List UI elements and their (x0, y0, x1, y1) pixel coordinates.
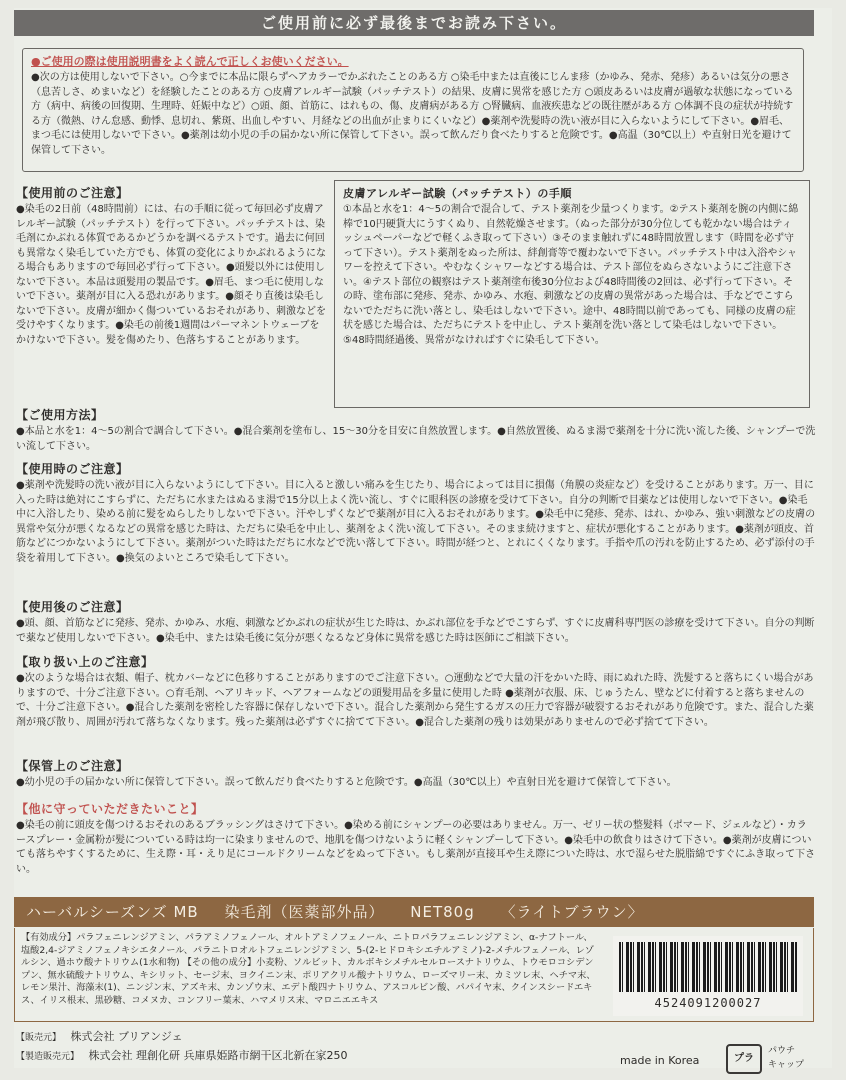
recycle-icon: プラ (726, 1044, 762, 1074)
protect-heading: 【他に守っていただきたいこと】 (16, 802, 204, 816)
handling-section (16, 653, 816, 730)
recycle-labels (768, 1044, 804, 1072)
barcode-icon (619, 942, 797, 992)
page-title: ご使用前に必ず最後までお読み下さい。 (14, 10, 814, 36)
product-bar (14, 897, 814, 927)
ingredients-text: 【有効成分】パラフェニレンジアミン、パラアミノフェノール、オルトアミノフェノール、ニトロパラフェニレンジアミン、α-ナフトール、塩酸2,4-ジアミノフェノキシエタノール、パラニトロオルトフェニレンジアミン、5-(2-ヒドロキシエチルアミノ)-2-メチルフェノール、レゾルシン、過ホウ酸ナトリウム(1水和物) 【その他の成分】小麦粉、ソルビット、カルボキシメチルセルロースナトリウム、トウモロコシデンプン、無水硫酸ナトリウム、キシリット、セージ末、ヨクイニン末、ポリアクリル酸ナトリウム、ローズマリー末、カミツレ末、ヘチマ末、レモン果汁、海藻末(1)、ニンジン末、アズキ末、カンゾウ末、エデト酸四ナトリウム、アスコルビン酸、パパイヤ末、クインスシードエキス、イリス根末、黒砂糖、コメヌカ、コンフリー葉末、ハマメリス末、マロニエエキス (21, 932, 596, 1006)
warning-box (22, 48, 804, 172)
handling-text: ●次のような場合は衣類、帽子、枕カバーなどに色移りすることがありますのでご注意下さい。○運動などで大量の汗をかいた時、雨にぬれた時、洗髪すると落ちにくい場合がありますので、十分ご注意下さい。○育毛剤、ヘアリキッド、ヘアフォームなどの頭髪用品を多量に使用した時 ●薬剤が衣服、床、じゅうたん、壁などに付着すると落ちませんので、十分ご注意下さい。●混合した薬剤を密栓した容器に保存しないで下さい。混合した薬剤から発生するガスの圧力で容器が破裂するおそれがあり危険です。また、混合した薬剤が飛び散り、周囲が汚れて落ちなくなります。残った薬剤は必ずすぐに捨てて下さい。●混合した薬剤の残りは効果がありませんので必ず捨てて下さい。 (16, 673, 814, 728)
seller-name: 株式会社 ブリアンジェ (70, 1030, 183, 1043)
barcode-number: 4524091200027 (654, 996, 762, 1010)
maker-name: 株式会社 理創化研 兵庫県姫路市網干区北新在家250 (88, 1049, 348, 1062)
storage-text: ●幼小児の手の届かない所に保管して下さい。誤って飲んだり食べたりすると危険です。●高温（30℃以上）や直射日光を避けて保管して下さい。 (16, 777, 677, 788)
howto-text: ●本品と水を1：4～5の割合で調合して下さい。●混合薬剤を塗布し、15～30分を目安に自然放置します。●自然放置後、ぬるま湯で薬剤を十分に洗い流した後、シャンプーで洗い流して下さい。 (16, 426, 816, 452)
recycle-label-cap: キャップ (768, 1060, 805, 1070)
after-use-text: ●頭、顔、首筋などに発疹、発赤、かゆみ、水疱、刺激などかぶれの症状が生じた時は、かぶれ部位を手などでこすらず、すぐに皮膚科専門医の診療を受けて下さい。自分の判断で薬など使用しないで下さい。●染毛中、または染毛後に気分が悪くなるなど身体に異常を感じた時は医師にご相談下さい。 (16, 618, 815, 644)
made-in-label: made in Korea (620, 1054, 700, 1067)
protect-section (16, 800, 816, 877)
during-use-heading: 【使用時のご注意】 (16, 462, 129, 476)
product-color: 〈ライトブラウン〉 (500, 903, 644, 921)
barcode-area (613, 936, 803, 1016)
after-use-heading: 【使用後のご注意】 (16, 600, 129, 614)
recycle-label-pouch: パウチ (768, 1046, 796, 1056)
protect-text: ●染毛の前に頭皮を傷つけるおそれのあるブラッシングはさけて下さい。●染める前にシャンプーの必要はありません。万一、ゼリー状の整髪料（ポマード、ジェルなど）・カラースプレー・金属粉が髪についている時は均一に染まりませんので、地肌を傷つけないように軽くシャンプーして下さい。●染毛中の飲食りはさけて下さい。●薬剤が皮膚についても落ちやすくするために、生え際・耳・えり足にコールドクリームなどをぬって下さい。もし薬剤が直接耳や生え際についた時は、水で湿らせた脱脂綿ですぐにふき取って下さい。 (16, 820, 816, 875)
warning-heading: ●ご使用の際は使用説明書をよく読んで正しくお使いください。 (31, 55, 349, 68)
during-use-section (16, 460, 816, 566)
pre-use-heading: 【使用前のご注意】 (16, 186, 129, 200)
patch-test-heading: 皮膚アレルギー試験（パッチテスト）の手順 (343, 187, 572, 200)
handling-heading: 【取り扱い上のご注意】 (16, 655, 154, 669)
during-use-text: ●薬剤や洗髪時の洗い液が目に入らないようにして下さい。目に入ると激しい痛みを生じたり、場合によっては目に損傷（角膜の炎症など）を受けることがあります。万一、目に入った時は絶対にこすらずに、ただちに水またはぬるま湯で15分以上よく洗い流し、すぐに眼科医の診療を受けて下さい。自分の判断で目薬などは使用しないで下さい。●染毛中に入浴したり、染める前に髪をぬらしたりしないで下さい。汗やしずくなどで薬剤が目に入るおそれがあります。●染毛中に発疹、発赤、はれ、かゆみ、強い刺激などの皮膚の異常や気分が悪くなるなどの異常を感じた時は、ただちに染毛を中止し、薬剤をよく洗い流して下さい。そのまま続けますと、症状が悪化することがあります。●薬剤が頭皮、首筋などにつかないようにして下さい。薬剤がついた時はただちに水などで洗い落して下さい。時間が経つと、とれにくくなります。手指や爪の汚れを防止するため、必ず添付の手袋を着用して下さい。●換気のよいところで染毛して下さい。 (16, 480, 816, 564)
patch-test-text: ①本品と水を1：4～5の割合で混合して、テスト薬剤を少量つくります。②テスト薬剤を腕の内側に綿棒で10円硬貨大にうすくぬり、自然乾燥させます。（ぬった部分が30分位しても乾かない場合はティッシュペーパーなどで軽くふき取って下さい）③そのまま触れずに48時間放置します（時間を必ず守って下さい）。テスト薬剤をぬった所は、絆創膏等で覆わないで下さい。パッチテスト中は入浴やシャワーを控えて下さい。やむなくシャワーなどする場合は、テスト部位をぬらさないようにご注意下さい。④テスト部位の観察はテスト薬剤塗布後30分位および48時間後の2回は、必ず行って下さい。その時、塗布部に発疹、発赤、かゆみ、水疱、刺激などの皮膚の異常があった場合は、手などでこすらないでただちに洗い落とし、染毛はしないで下さい。途中、48時間以前であっても、同様の皮膚の症状を感じた場合は、ただちにテストを中止し、テスト薬剤を洗い落として染毛はしないで下さい。⑤48時間経過後、異常がなければすぐに染毛して下さい。 (343, 204, 799, 346)
maker-tag: 【製造販売元】 (16, 1052, 80, 1062)
pre-use-text: ●染毛の2日前（48時間前）には、右の手順に従って毎回必ず皮膚アレルギー試験（パッチテスト）を行って下さい。パッチテストは、染毛剤にかぶれる体質であるかどうかを調べるテストです。過去に何回も異常なく染毛していた方でも、体質の変化によりかぶれるようになる場合もありますので毎回必ず行って下さい。●頭髪以外には使用しないで下さい。本品は頭髪用の製品です。●眉毛、まつ毛に使用しないで下さい。薬剤が目に入る恐れがあります。●顔そり直後は染毛しないで下さい。皮膚が細かく傷ついているおそれがあり、刺激などを受けやすくなります。●染毛の前後1週間はパーマネントウェーブをかけないで下さい。髪を傷めたり、色落ちすることがあります。 (16, 204, 326, 346)
warning-text: ●次の方は使用しないで下さい。○今までに本品に限らずヘアカラーでかぶれたことのある方 ○染毛中または直後にじんま疹（かゆみ、発赤、発疹）あるいは気分の悪さ（息苦しさ、めまいなど）を経験したことのある方 ○皮膚アレルギー試験（パッチテスト）の結果、皮膚に異常を感じた方 ○頭皮あるいは皮膚が過敏な状態になっている方（病中、病後の回復期、生理時、妊娠中など）○頭、顔、首筋に、はれもの、傷、皮膚病がある方 ○腎臓病、血液疾患などの既往歴がある方 ○体調不良の症状が持続する方（微熱、けん怠感、動悸、息切れ、紫斑、出血しやすい、月経などの出血が止まりにくいなど）●薬剤や洗髪時の洗い液が目に入らないようにして下さい。●眉毛、まつ毛には使用しないで下さい。●薬剤は幼小児の手の届かない所に保管して下さい。誤って飲んだり食べたりすると危険です。●高温（30℃以上）や直射日光を避けて保管して下さい。 (31, 72, 794, 156)
seller-tag: 【販売元】 (16, 1033, 62, 1043)
after-use-section (16, 598, 816, 646)
storage-section (16, 757, 816, 791)
pre-use-section (16, 184, 354, 348)
product-type: 染毛剤（医薬部外品） (224, 903, 385, 921)
howto-section (16, 406, 816, 454)
storage-heading: 【保管上のご注意】 (16, 759, 129, 773)
product-name: ハーバルシーズンズ MB (26, 903, 199, 921)
product-net: NET80g (410, 903, 475, 921)
seller-line (16, 1028, 816, 1047)
howto-heading: 【ご使用方法】 (16, 408, 104, 422)
patch-test-box (334, 180, 810, 408)
ingredients-box (14, 928, 814, 1022)
